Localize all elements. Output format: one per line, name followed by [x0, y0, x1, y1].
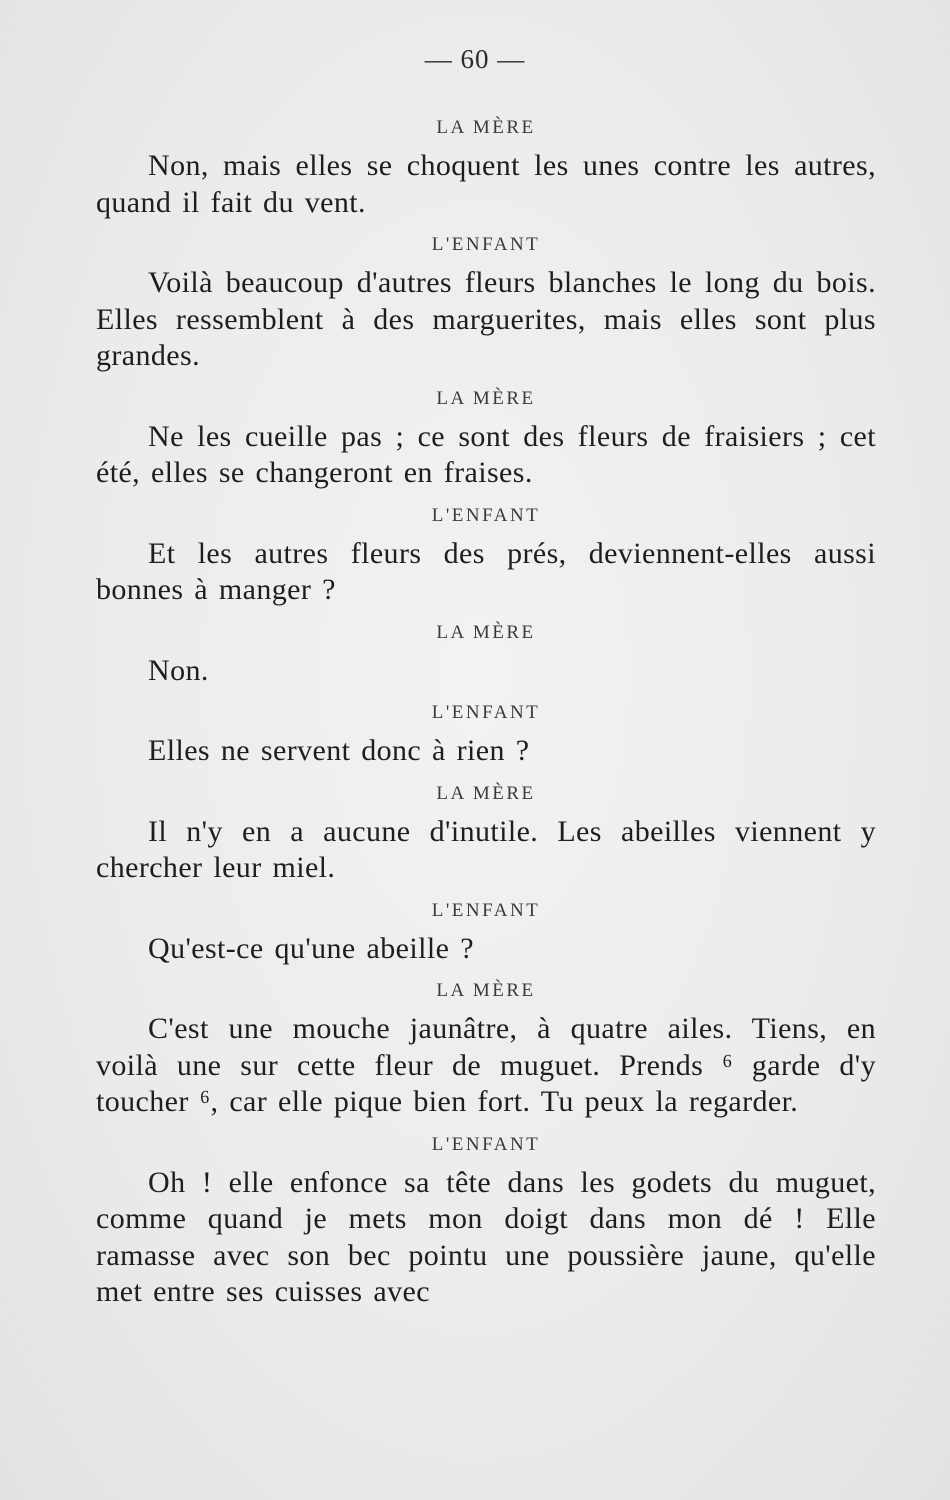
dialogue-paragraph: Qu'est-ce qu'une abeille ? [148, 931, 474, 965]
speaker-label: L'ENFANT [431, 234, 541, 255]
dialogue-paragraph: Voilà beaucoup d'autres fleurs blanches le long du bois. Elles ressemblent à des marguerites, mais elles sont plus grandes. [96, 266, 876, 372]
speaker-label: LA MÈRE [436, 117, 536, 138]
speaker-label: LA MÈRE [436, 782, 536, 804]
page-number: — 60 — [424, 44, 526, 74]
speaker-label: LA MÈRE [436, 621, 536, 643]
dialogue-paragraph: C'est une mouche jaunâtre, à quatre ailes. Tiens, en voilà une sur cette fleur de muguet. Prends ⁶ garde d'y toucher ⁶, car elle pique bien fort. Tu peux la regarder. [96, 1012, 876, 1118]
speaker-label: LA MÈRE [436, 980, 536, 1001]
dialogue-paragraph: Il n'y en a aucune d'inutile. Les abeilles viennent y chercher leur miel. [96, 814, 876, 884]
speaker-label: L'ENFANT [431, 899, 541, 921]
dialogue-paragraph: Et les autres fleurs des prés, deviennent-elles aussi bonnes à manger ? [96, 536, 876, 606]
speaker-label: L'ENFANT [431, 1133, 541, 1155]
dialogue-paragraph: Ne les cueille pas ; ce sont des fleurs de fraisiers ; cet été, elles se changeront en fraises. [96, 419, 876, 489]
speaker-label: L'ENFANT [431, 702, 541, 723]
speaker-label: L'ENFANT [431, 504, 541, 526]
dialogue-paragraph: Non, mais elles se choquent les unes contre les autres, quand il fait du vent. [96, 149, 876, 219]
speaker-label: LA MÈRE [436, 387, 536, 409]
dialogue-text [96, 108, 876, 1315]
dialogue-paragraph: Elles ne servent donc à rien ? [148, 734, 530, 767]
dialogue-paragraph: Non. [148, 653, 209, 687]
dialogue-paragraph: Oh ! elle enfonce sa tête dans les godets du muguet, comme quand je mets mon doigt dans mon dé ! Elle ramasse avec son bec pointu une poussière jaune, qu'elle met entre ses cuisses avec [96, 1165, 876, 1308]
